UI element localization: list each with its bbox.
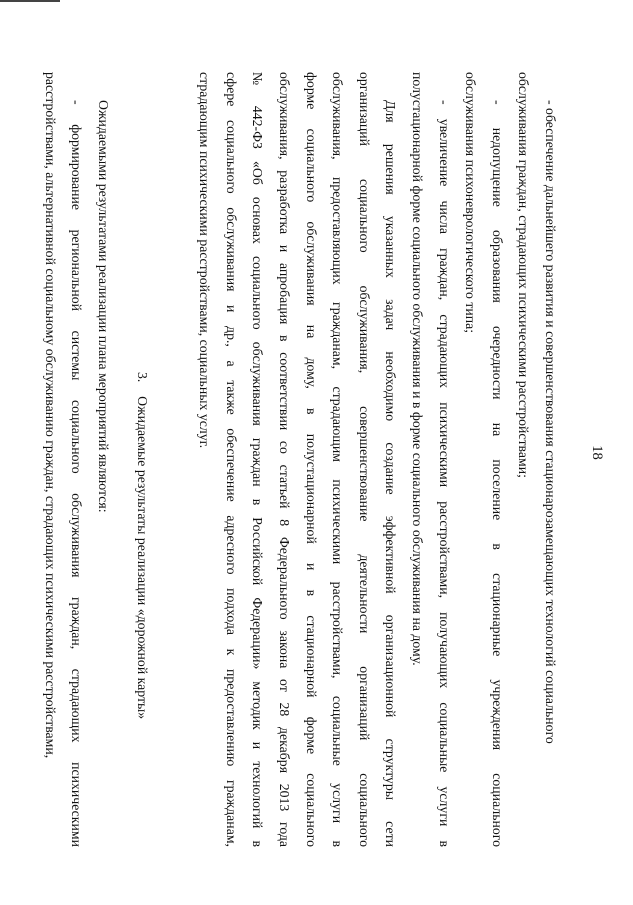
text-line: обслуживания граждан, страдающих психическими расстройствами;	[516, 72, 532, 478]
text-line: обслуживания, предоставляющих гражданам, страдающим психическими расстройствами, социальные услуги в	[330, 72, 346, 847]
text-line: сфере социального обслуживания и др., а также обеспечение адресного подхода к предоставлению гражданам,	[223, 72, 239, 847]
text-line: - формирование региональной системы социального обслуживания граждан, страдающих психическими	[69, 100, 85, 847]
text-line: - обеспечение дальнейшего развития и совершенствования стационарозамещающих технологий социального	[543, 100, 558, 744]
text-line: обслуживания, разработка и апробация в соответствии со статьей 8 Федерального закона от 28 декабря 2013 года	[277, 72, 293, 847]
text-line: Ожидаемыми результатами реализации плана мероприятий являются:	[96, 100, 112, 513]
text-line: - увеличение числа граждан, страдающих психическими расстройствами, получающих социальные услуги в	[436, 100, 452, 847]
text-line: организаций социального обслуживания, совершенствование деятельности организаций социального	[356, 72, 372, 847]
section-heading: 3. Ожидаемые результаты реализации «дорожной карты»	[134, 372, 150, 720]
text-line: - недопущение образования очередности на поселение в стационарные учреждения социального	[489, 100, 505, 847]
text-line: обслуживания психоневрологического типа;	[463, 72, 479, 334]
text-line: № 442-ФЗ «Об основах социального обслуживания граждан в Российской Федерации» методик и технологий в	[250, 72, 266, 847]
document-body	[36, 72, 563, 847]
text-line: расстройствами, альтернативной социальному обслуживанию граждан, страдающих психическими расстройствами,	[42, 72, 58, 759]
page-number: 18	[589, 445, 605, 460]
text-line: Для решения указанных задач необходимо создание эффективной организационной структуры сети	[383, 100, 399, 847]
text-line: страдающим психическими расстройствами, социальных услуг.	[197, 72, 213, 449]
text-line: форме социального обслуживания на дому, в полустационарной и в стационарной форме социального	[303, 72, 319, 847]
text-line: полустационарной форме социального обслуживания и в форме социального обслуживания на дому.	[410, 72, 426, 666]
